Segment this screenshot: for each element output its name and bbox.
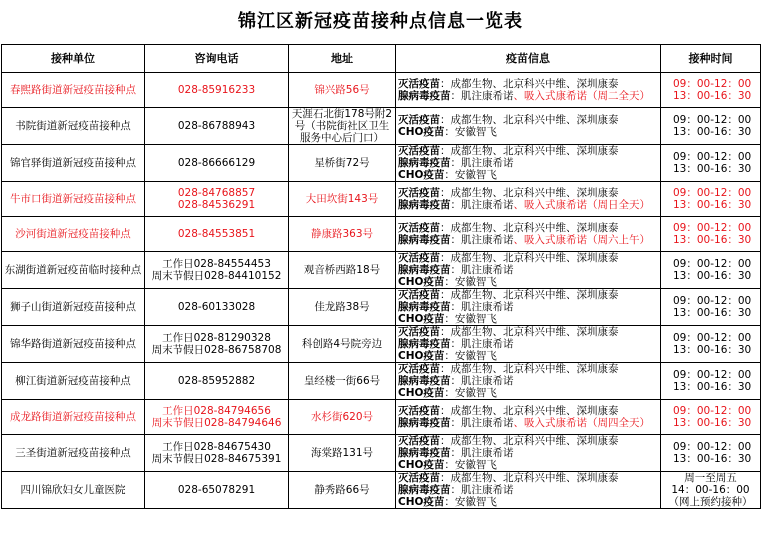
vaccine-type-label: 腺病毒疫苗 (398, 234, 451, 246)
vaccine-brands: ：成都生物、北京科兴中维、深圳康泰 (440, 435, 619, 447)
site-address: 科创路4号院旁边 (289, 326, 396, 363)
vaccine-type-label: 灭活疫苗 (398, 405, 440, 417)
phone-line: 028-60133028 (177, 301, 256, 313)
phone-line: 周末节假日028-84794646 (151, 417, 282, 429)
vaccine-brands: ：安徽智飞 (444, 459, 497, 471)
vaccine-brands: ：肌注康希诺 (450, 199, 514, 211)
vaccine-type-label: 灭活疫苗 (398, 114, 440, 126)
vaccine-type-label: 灭活疫苗 (398, 363, 440, 375)
time-line: 09：00-12：00 (673, 441, 752, 453)
site-vaccines (396, 472, 661, 509)
site-vaccines (396, 182, 661, 217)
vaccine-line (398, 234, 658, 246)
table-header-row (2, 45, 761, 73)
vaccine-type-label: CHO疫苗 (398, 459, 445, 471)
vaccine-type-label: 灭活疫苗 (398, 252, 440, 264)
vaccine-line (398, 350, 658, 362)
vaccine-line (398, 114, 658, 126)
phone-line: 028-86788943 (177, 120, 256, 132)
vaccine-line (398, 169, 658, 181)
time-line: 13：00-16：30 (673, 453, 752, 465)
time-line: 13：00-16：30 (673, 270, 752, 282)
site-address: 佳龙路38号 (289, 289, 396, 326)
site-phone (145, 108, 289, 145)
vaccine-line (398, 405, 658, 417)
vaccine-type-label: CHO疫苗 (398, 169, 445, 181)
site-phone (145, 252, 289, 289)
time-line: （网上预约接种） (668, 496, 753, 508)
site-phone (145, 182, 289, 217)
site-time (661, 182, 761, 217)
vaccine-line (398, 447, 658, 459)
vaccination-sites-table (1, 44, 761, 509)
vaccine-type-label: CHO疫苗 (398, 313, 445, 325)
vaccine-type-label: 灭活疫苗 (398, 78, 440, 90)
phone-line: 028-65078291 (177, 484, 256, 496)
vaccine-type-label: 腺病毒疫苗 (398, 264, 451, 276)
site-name: 锦华路街道新冠疫苗接种点 (2, 326, 145, 363)
vaccine-brands: ：成都生物、北京科兴中维、深圳康泰 (440, 405, 619, 417)
site-time (661, 472, 761, 509)
phone-line: 周末节假日028-86758708 (151, 344, 282, 356)
table-body (2, 73, 761, 509)
time-line: 13：00-16：30 (673, 90, 752, 102)
vaccine-brands: ：肌注康希诺 (450, 447, 514, 459)
vaccine-type-label: 腺病毒疫苗 (398, 199, 451, 211)
vaccine-brands: ：肌注康希诺 (450, 338, 514, 350)
time-line: 13：00-16：30 (673, 126, 752, 138)
vaccine-line (398, 363, 658, 375)
table-row (2, 73, 761, 108)
time-line: 09：00-12：00 (673, 258, 752, 270)
vaccine-type-label: 腺病毒疫苗 (398, 447, 451, 459)
site-address: 锦兴路56号 (289, 73, 396, 108)
site-vaccines (396, 435, 661, 472)
vaccine-type-label: CHO疫苗 (398, 496, 445, 508)
vaccine-type-label: 腺病毒疫苗 (398, 417, 451, 429)
time-line: 09：00-12：00 (673, 405, 752, 417)
time-line: 14：00-16：00 (671, 484, 750, 496)
site-phone (145, 363, 289, 400)
vaccine-brands: ：肌注康希诺 (450, 375, 514, 387)
vaccine-type-label: 灭活疫苗 (398, 326, 440, 338)
vaccine-line (398, 301, 658, 313)
vaccine-line (398, 459, 658, 471)
site-phone (145, 217, 289, 252)
time-line: 13：00-16：30 (673, 199, 752, 211)
page-title: 锦江区新冠疫苗接种点信息一览表 (238, 11, 523, 32)
vaccine-type-label: CHO疫苗 (398, 276, 445, 288)
site-time (661, 289, 761, 326)
time-line: 09：00-12：00 (673, 369, 752, 381)
phone-line: 工作日028-84675430 (162, 441, 271, 453)
phone-line: 周末节假日028-84675391 (151, 453, 282, 465)
site-name: 成龙路街道新冠疫苗接种点 (2, 400, 145, 435)
site-phone (145, 326, 289, 363)
vaccine-brands: ：安徽智飞 (444, 387, 497, 399)
vaccine-brands: ：肌注康希诺 (450, 234, 514, 246)
site-name: 三圣街道新冠疫苗接种点 (2, 435, 145, 472)
vaccine-type-label: 腺病毒疫苗 (398, 90, 451, 102)
vaccine-brands: ：成都生物、北京科兴中维、深圳康泰 (440, 187, 619, 199)
vaccine-brands: ：成都生物、北京科兴中维、深圳康泰 (440, 222, 619, 234)
vaccine-line (398, 313, 658, 325)
site-time (661, 252, 761, 289)
header-time: 接种时间 (661, 45, 761, 73)
table-row (2, 108, 761, 145)
vaccine-line (398, 484, 658, 496)
vaccine-type-label: 腺病毒疫苗 (398, 157, 451, 169)
vaccine-brands: ：成都生物、北京科兴中维、深圳康泰 (440, 472, 619, 484)
time-line: 13：00-16：30 (673, 417, 752, 429)
vaccine-type-label: CHO疫苗 (398, 126, 445, 138)
table-row (2, 252, 761, 289)
time-line: 09：00-12：00 (673, 151, 752, 163)
phone-line: 028-84553851 (177, 228, 256, 240)
table-row (2, 145, 761, 182)
phone-line: 028-84768857 (177, 187, 256, 199)
phone-line: 028-85952882 (177, 375, 256, 387)
vaccine-brands: ：成都生物、北京科兴中维、深圳康泰 (440, 289, 619, 301)
vaccine-type-label: 腺病毒疫苗 (398, 301, 451, 313)
vaccine-type-label: CHO疫苗 (398, 350, 445, 362)
vaccine-brands: ：肌注康希诺 (450, 157, 514, 169)
site-phone (145, 73, 289, 108)
site-address: 水杉街620号 (289, 400, 396, 435)
site-address: 海棠路131号 (289, 435, 396, 472)
table-row (2, 400, 761, 435)
time-line: 13：00-16：30 (673, 381, 752, 393)
site-name: 沙河街道新冠疫苗接种点 (2, 217, 145, 252)
vaccine-type-label: 灭活疫苗 (398, 435, 440, 447)
vaccine-type-label: 灭活疫苗 (398, 289, 440, 301)
time-line: 09：00-12：00 (673, 295, 752, 307)
table-row (2, 289, 761, 326)
site-name: 锦官驿街道新冠疫苗接种点 (2, 145, 145, 182)
site-vaccines (396, 252, 661, 289)
table-row (2, 326, 761, 363)
vaccine-line (398, 157, 658, 169)
site-vaccines (396, 363, 661, 400)
time-line: 13：00-16：30 (673, 307, 752, 319)
vaccine-line (398, 78, 658, 90)
vaccine-brands: ：肌注康希诺 (450, 301, 514, 313)
vaccine-brands: ：安徽智飞 (444, 126, 497, 138)
vaccine-line (398, 222, 658, 234)
vaccine-line (398, 417, 658, 429)
site-address: 皇经楼一街66号 (289, 363, 396, 400)
vaccine-line (398, 276, 658, 288)
site-address: 静秀路66号 (289, 472, 396, 509)
site-vaccines (396, 217, 661, 252)
site-time (661, 363, 761, 400)
inhaled-vaccine-note: 、吸入式康希诺（周日全天） (513, 199, 650, 211)
site-phone (145, 289, 289, 326)
vaccine-type-label: 灭活疫苗 (398, 187, 440, 199)
vaccine-brands: ：成都生物、北京科兴中维、深圳康泰 (440, 326, 619, 338)
site-phone (145, 145, 289, 182)
vaccine-brands: ：成都生物、北京科兴中维、深圳康泰 (440, 145, 619, 157)
site-vaccines (396, 108, 661, 145)
site-time (661, 145, 761, 182)
vaccine-brands: ：成都生物、北京科兴中维、深圳康泰 (440, 252, 619, 264)
site-time (661, 435, 761, 472)
table-row (2, 435, 761, 472)
phone-line: 工作日028-84554453 (162, 258, 271, 270)
vaccine-line (398, 435, 658, 447)
site-vaccines (396, 400, 661, 435)
inhaled-vaccine-note: 、吸入式康希诺（周四全天） (513, 417, 650, 429)
phone-line: 028-86666129 (177, 157, 256, 169)
vaccine-brands: ：安徽智飞 (444, 276, 497, 288)
site-time (661, 108, 761, 145)
vaccine-brands: ：安徽智飞 (444, 313, 497, 325)
site-time (661, 217, 761, 252)
vaccine-line (398, 326, 658, 338)
vaccine-brands: ：成都生物、北京科兴中维、深圳康泰 (440, 363, 619, 375)
site-name: 狮子山街道新冠疫苗接种点 (2, 289, 145, 326)
phone-line: 028-85916233 (177, 84, 256, 96)
site-name: 四川锦欣妇女儿童医院 (2, 472, 145, 509)
site-name: 牛市口街道新冠疫苗接种点 (2, 182, 145, 217)
vaccine-type-label: 腺病毒疫苗 (398, 484, 451, 496)
phone-line: 028-84536291 (177, 199, 256, 211)
site-vaccines (396, 326, 661, 363)
time-line: 09：00-12：00 (673, 78, 752, 90)
vaccine-line (398, 264, 658, 276)
vaccine-line (398, 252, 658, 264)
vaccine-line (398, 90, 658, 102)
table-row (2, 182, 761, 217)
site-vaccines (396, 289, 661, 326)
site-address: 大田坎街143号 (289, 182, 396, 217)
vaccine-brands: ：安徽智飞 (444, 496, 497, 508)
site-name: 柳江街道新冠疫苗接种点 (2, 363, 145, 400)
site-name: 书院街道新冠疫苗接种点 (2, 108, 145, 145)
vaccine-line (398, 496, 658, 508)
vaccine-line (398, 289, 658, 301)
time-line: 09：00-12：00 (673, 332, 752, 344)
table-row (2, 217, 761, 252)
vaccine-type-label: 灭活疫苗 (398, 222, 440, 234)
header-unit: 接种单位 (2, 45, 145, 73)
site-name: 东湖街道新冠疫苗临时接种点 (2, 252, 145, 289)
table-row (2, 472, 761, 509)
site-vaccines (396, 145, 661, 182)
vaccine-type-label: 灭活疫苗 (398, 145, 440, 157)
site-name: 春熙路街道新冠疫苗接种点 (2, 73, 145, 108)
time-line: 13：00-16：30 (673, 163, 752, 175)
vaccine-line (398, 145, 658, 157)
vaccine-type-label: 腺病毒疫苗 (398, 338, 451, 350)
site-address: 静康路363号 (289, 217, 396, 252)
site-address: 天涯石北街178号附2号（书院街社区卫生服务中心后门口） (289, 108, 396, 145)
vaccine-brands: ：肌注康希诺 (450, 264, 514, 276)
vaccine-brands: ：肌注康希诺 (450, 90, 514, 102)
vaccine-brands: ：安徽智飞 (444, 350, 497, 362)
vaccine-type-label: 灭活疫苗 (398, 472, 440, 484)
vaccine-line (398, 126, 658, 138)
phone-line: 工作日028-81290328 (162, 332, 271, 344)
vaccine-type-label: 腺病毒疫苗 (398, 375, 451, 387)
table-row (2, 363, 761, 400)
time-line: 周一至周五 (684, 472, 737, 484)
header-phone: 咨询电话 (145, 45, 289, 73)
time-line: 09：00-12：00 (673, 114, 752, 126)
vaccine-line (398, 338, 658, 350)
site-address: 观音桥西路18号 (289, 252, 396, 289)
header-vaccine-info: 疫苗信息 (396, 45, 661, 73)
site-vaccines (396, 73, 661, 108)
vaccine-brands: ：成都生物、北京科兴中维、深圳康泰 (440, 114, 619, 126)
phone-line: 工作日028-84794656 (162, 405, 271, 417)
vaccine-brands: ：肌注康希诺 (450, 417, 514, 429)
phone-line: 周末节假日028-84410152 (151, 270, 282, 282)
site-phone (145, 472, 289, 509)
vaccine-brands: ：安徽智飞 (444, 169, 497, 181)
time-line: 13：00-16：30 (673, 344, 752, 356)
site-address: 星桥街72号 (289, 145, 396, 182)
vaccine-brands: ：肌注康希诺 (450, 484, 514, 496)
vaccine-brands: ：成都生物、北京科兴中维、深圳康泰 (440, 78, 619, 90)
vaccine-line (398, 199, 658, 211)
vaccine-line (398, 375, 658, 387)
vaccine-line (398, 187, 658, 199)
vaccine-line (398, 472, 658, 484)
site-phone (145, 435, 289, 472)
time-line: 09：00-12：00 (673, 187, 752, 199)
header-address: 地址 (289, 45, 396, 73)
site-time (661, 73, 761, 108)
time-line: 09：00-12：00 (673, 222, 752, 234)
site-time (661, 326, 761, 363)
inhaled-vaccine-note: 、吸入式康希诺（周六上午） (513, 234, 650, 246)
site-time (661, 400, 761, 435)
time-line: 13：00-16：30 (673, 234, 752, 246)
site-phone (145, 400, 289, 435)
inhaled-vaccine-note: 、吸入式康希诺（周二全天） (513, 90, 650, 102)
vaccine-type-label: CHO疫苗 (398, 387, 445, 399)
vaccine-line (398, 387, 658, 399)
